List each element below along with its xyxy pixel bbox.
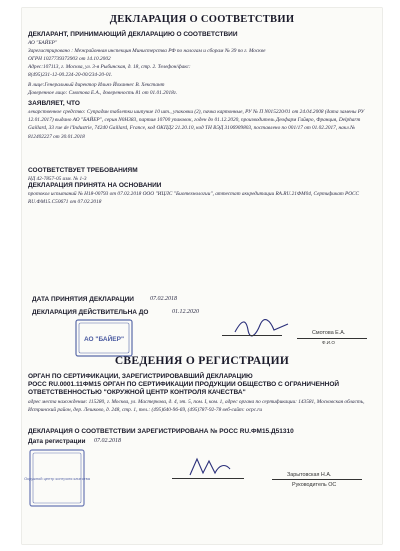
basis-heading: ДЕКЛАРАЦИЯ ПРИНЯТА НА ОСНОВАНИИ bbox=[28, 182, 162, 189]
document-page bbox=[22, 8, 382, 544]
registrar-signature-line bbox=[172, 478, 244, 479]
applicant-line-1: Зарегистрировано : Межрайонная инспекция Министерства РФ по налогам и сборам № 39 по г. Москве bbox=[28, 48, 266, 54]
certification-stamp-text: Окружной центр контроля качества bbox=[24, 476, 90, 481]
declares-text: лекарственное средство: Супрадин таблетки шипучие 10 шт., упаковки (2), пачка картонные, РУ № П N015220/01 от 24.04.2008 (дата замены РУ 12.01.2017) выдано АО "БАЙЕР", серия N0H383, партия 10700 упаковок, годен до 01.12.2020, производитель Деофарм Гайяро, Франция, Delpharm Gaillard, 33 rue de l'Industrie, 74240 Gaillard, France, код ОКПД2 21.20.10, код ТН ВЭД 3106909803, поставлено по 001/17 от 01.02.2017, накл.№ 812402227 от 30.01.2018 bbox=[28, 109, 365, 140]
declaration-title: ДЕКЛАРАЦИЯ О СООТВЕТСТВИИ bbox=[109, 14, 295, 25]
applicant-fio-label: Ф.И.О bbox=[322, 340, 335, 345]
registration-title: СВЕДЕНИЯ О РЕГИСТРАЦИИ bbox=[114, 355, 290, 367]
declares-heading: ЗАЯВЛЯЕТ, ЧТО bbox=[28, 100, 80, 107]
applicant-fio-line bbox=[297, 338, 367, 339]
date-accepted-value: 07.02.2018 bbox=[150, 296, 177, 302]
registration-date-label: Дата регистрации bbox=[28, 438, 86, 445]
applicant-line-5: В лице:Генеральный директор Ильнэ Йоханнес В. Хекстант bbox=[28, 82, 165, 88]
applicant-line-3: Адрес:107113, г. Москва, ул. 3-я Рыбинская, д. 18, стр. 2. Телефон/факс: bbox=[28, 64, 191, 70]
registrar-name: Зарытовская Н.А. bbox=[287, 472, 332, 478]
basis-text: протокол испытаний № Н18-00793 от 07.02.2018 ООО "ИЦЛС "Биотехнологии", аттестат аккредитации RA.RU.21ФМ04, Сертификат РОСС RU.ФМ15.С50671 от 07.02.2018 bbox=[28, 191, 360, 206]
applicant-stamp bbox=[74, 318, 134, 358]
registration-body-line: РОСС RU.0001.11ФМ15 ОРГАН ПО СЕРТИФИКАЦИИ ПРОДУКЦИИ ОБЩЕСТВО С ОГРАНИЧЕННОЙ ОТВЕТСТВЕННОСТЬЮ "ОКРУЖНОЙ ЦЕНТР КОНТРОЛЯ КАЧЕСТВА" bbox=[28, 381, 340, 397]
registrar-signature bbox=[187, 455, 233, 479]
applicant-line-0: АО "БАЙЕР" bbox=[28, 40, 58, 46]
applicant-heading: ДЕКЛАРАНТ, ПРИНИМАЮЩИЙ ДЕКЛАРАЦИЮ О СООТВЕТСТВИИ bbox=[28, 31, 238, 38]
registration-body-heading: ОРГАН ПО СЕРТИФИКАЦИИ, ЗАРЕГИСТРИРОВАВШИЙ ДЕКЛАРАЦИЮ bbox=[28, 373, 253, 380]
requirements-heading: СООТВЕТСТВУЕТ ТРЕБОВАНИЯМ bbox=[28, 167, 138, 174]
registrar-name-line bbox=[272, 479, 362, 480]
certification-stamp bbox=[24, 448, 90, 508]
valid-until-value: 01.12.2020 bbox=[172, 309, 199, 315]
requirements-text: НД 42-7857-05 изм. № 1-3 bbox=[28, 176, 87, 182]
applicant-signature-line bbox=[222, 335, 282, 336]
applicant-stamp-text: АО "БАЙЕР" bbox=[83, 336, 125, 343]
applicant-line-4: 8(495)231-12-00.234-20-00/234-20-01. bbox=[28, 72, 113, 78]
applicant-line-6: Доверенное лицо: Смотова Е.А., доверенность 81 от 01.01.2018г. bbox=[28, 90, 178, 96]
registrar-role: Руководитель ОС bbox=[292, 482, 337, 488]
applicant-signer-name: Смотова Е.А. bbox=[312, 330, 346, 336]
registration-number-heading: ДЕКЛАРАЦИЯ О СООТВЕТСТВИИ ЗАРЕГИСТРИРОВАНА № РОСС RU.ФМ15.Д51310 bbox=[28, 428, 294, 435]
valid-until-label: ДЕКЛАРАЦИЯ ДЕЙСТВИТЕЛЬНА ДО bbox=[32, 309, 149, 316]
registration-date-value: 07.02.2018 bbox=[94, 438, 121, 444]
registration-address: адрес места нахождения: 115280, г. Москва, ул. Мастеркова, д. 4, эт. 5, пом. I, ком. 1, адрес органа по сертификации: 143581, Московская область, Истринский район, дер. Лешково, д. 248, стр. 1, тел.: (495)640-96-69, (495)787-92-78 веб-сайт: ocpc.ru bbox=[28, 399, 365, 414]
applicant-line-2: ОГРН 1027739373903 от 14.10.2002 bbox=[28, 56, 111, 62]
date-accepted-label: ДАТА ПРИНЯТИЯ ДЕКЛАРАЦИИ bbox=[32, 296, 134, 303]
